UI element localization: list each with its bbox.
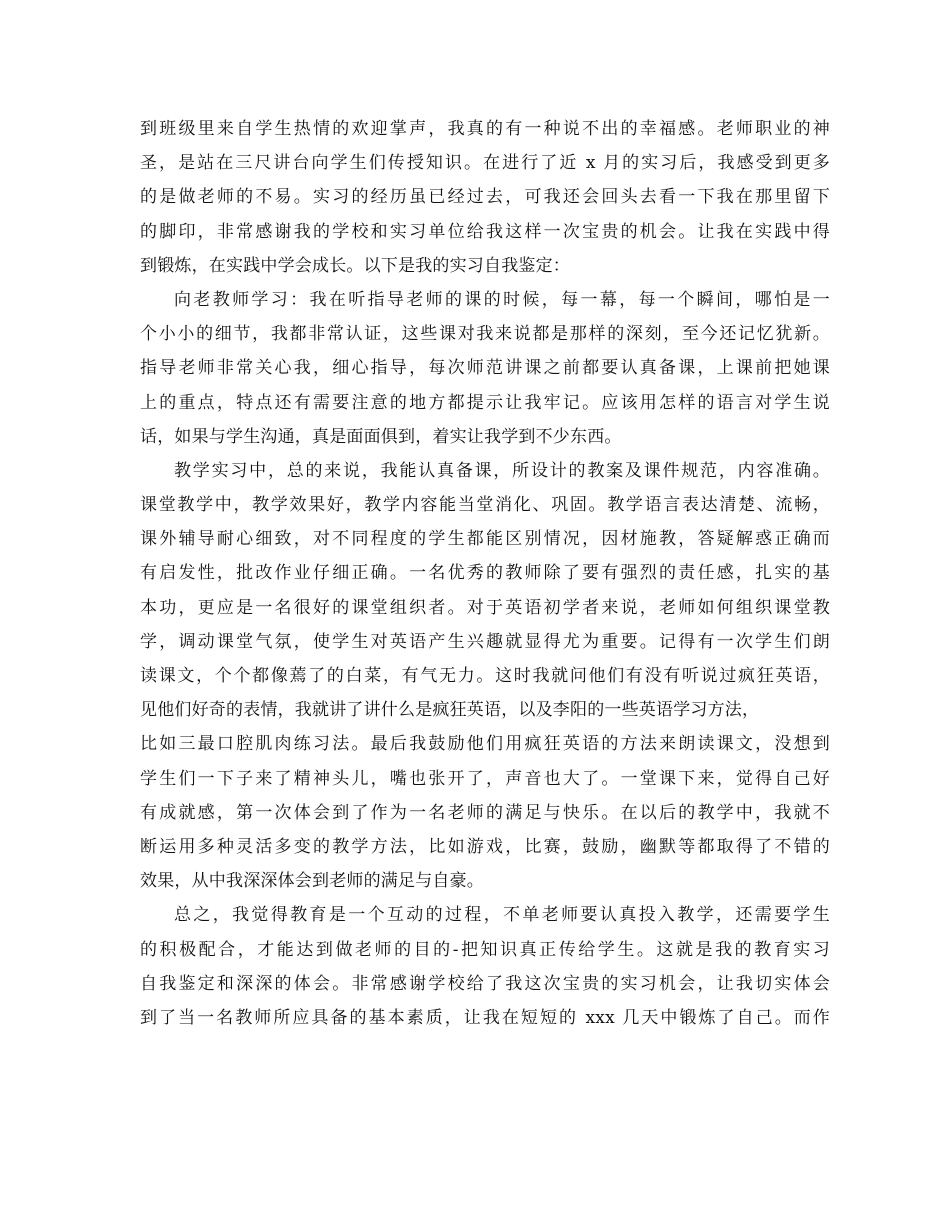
text-line: 断运用多种灵活多变的教学方法，比如游戏，比赛，鼓励，幽默等都取得了不错的 (140, 836, 830, 857)
text-line: 的积极配合，才能达到做老师的目的-把知识真正传给学生。这就是我的教育实习 (140, 939, 830, 960)
text-line: 到了当一名教师所应具备的基本素质，让我在短短的 xxx 几天中锻炼了自己。而作 (140, 1007, 830, 1028)
text-line: 学，调动课堂气氛，使学生对英语产生兴趣就显得尤为重要。记得有一次学生们朗 (140, 631, 830, 652)
text-line: 效果，从中我深深体会到老师的满足与自豪。 (140, 871, 484, 892)
text-line: 比如三最口腔肌肉练习法。最后我鼓励他们用疯狂英语的方法来朗读课文，没想到 (140, 734, 830, 755)
paragraph-conclusion (140, 898, 830, 1035)
text-line: 有启发性，批改作业仔细正确。一名优秀的教师除了要有强烈的责任感，扎实的基 (140, 563, 830, 584)
text-line: 到锻炼，在实践中学会成长。以下是我的实习自我鉴定： (140, 255, 570, 276)
text-line: 有成就感，第一次体会到了作为一名老师的满足与快乐。在以后的教学中，我就不 (140, 802, 830, 823)
text-line: 见他们好奇的表情，我就讲了讲什么是疯狂英语，以及李阳的一些英语学习方法， (140, 700, 760, 721)
text-line: 到班级里来自学生热情的欢迎掌声，我真的有一种说不出的幸福感。老师职业的神 (140, 119, 830, 139)
text-line: 课外辅导耐心细致，对不同程度的学生都能区别情况，因材施教，答疑解惑正确而 (140, 529, 830, 550)
paragraph-learn-from-teachers (140, 283, 830, 454)
text-line: 自我鉴定和深深的体会。非常感谢学校给了我这次宝贵的实习机会，让我切实体会 (140, 973, 830, 994)
text-line: 学生们一下子来了精神头儿，嘴也张开了，声音也大了。一堂课下来，觉得自己好 (140, 768, 830, 789)
text-line: 的是做老师的不易。实习的经历虽已经过去，可我还会回头去看一下我在那里留下 (140, 187, 830, 208)
text-line: 指导老师非常关心我，细心指导，每次师范讲课之前都要认真备课，上课前把她课 (140, 358, 830, 379)
text-line: 话，如果与学生沟通，真是面面俱到，着实让我学到不少东西。 (140, 426, 622, 447)
text-line: 上的重点，特点还有需要注意的地方都提示让我牢记。应该用怎样的语言对学生说 (140, 392, 830, 413)
text-line: 圣，是站在三尺讲台向学生们传授知识。在进行了近 x 月的实习后，我感受到更多 (140, 153, 830, 174)
document-page (140, 112, 830, 1035)
text-line: 个小小的细节，我都非常认证，这些课对我来说都是那样的深刻，至今还记忆犹新。 (140, 324, 830, 345)
text-line: 总之，我觉得教育是一个互动的过程，不单老师要认真投入教学，还需要学生 (174, 905, 830, 926)
paragraph-intro (140, 112, 830, 283)
text-line: 本功，更应是一名很好的课堂组织者。对于英语初学者来说，老师如何组织课堂教 (140, 597, 830, 618)
text-line: 读课文，个个都像蔫了的白菜，有气无力。这时我就问他们有没有听说过疯狂英语， (140, 666, 830, 686)
text-line: 课堂教学中，教学效果好，教学内容能当堂消化、巩固。教学语言表达清楚、流畅， (140, 495, 830, 516)
text-line: 教学实习中，总的来说，我能认真备课，所设计的教案及课件规范，内容准确。 (174, 460, 830, 481)
text-line: 向老教师学习：我在听指导老师的课的时候，每一幕，每一个瞬间，哪怕是一 (174, 289, 830, 310)
text-line: 的脚印，非常感谢我的学校和实习单位给我这样一次宝贵的机会。让我在实践中得 (140, 221, 830, 242)
paragraph-teaching-practice (140, 454, 830, 898)
